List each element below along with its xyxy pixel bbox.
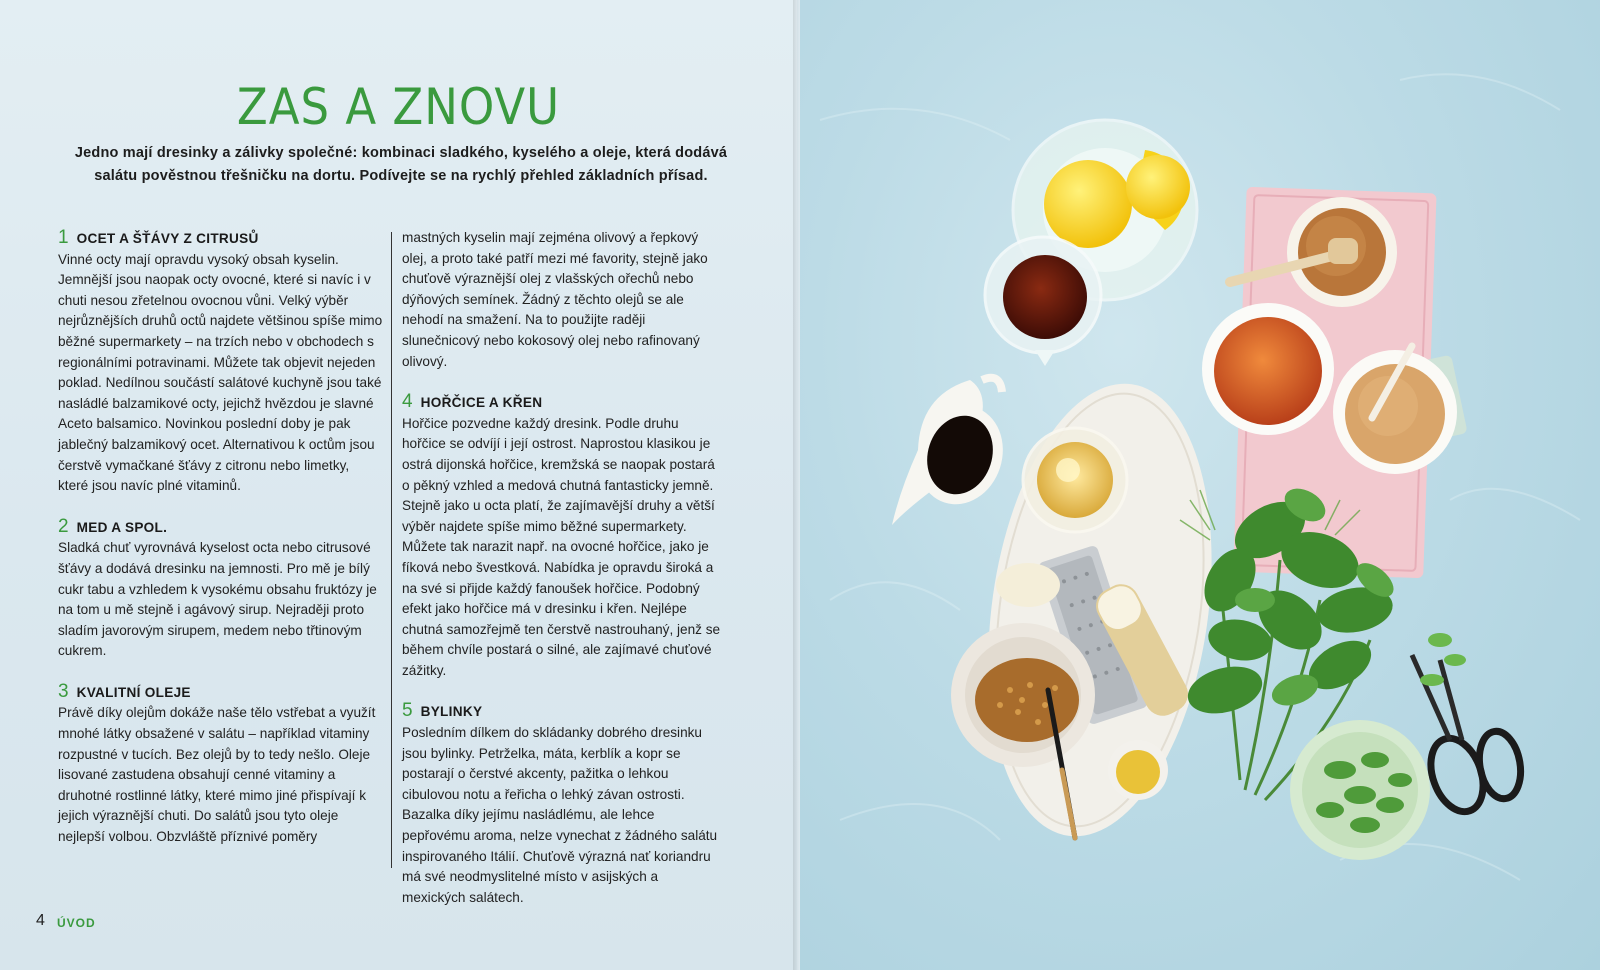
section-3	[58, 682, 383, 848]
page-title: ZAS A ZNOVU	[236, 78, 561, 136]
section-text: Vinné octy mají opravdu vysoký obsah kyselin. Jemnější jsou naopak octy ovocné, které si navíc i v chuti nesou zřetelnou ovocnou vůni. Velký výběr nejrůznějších druhů octů najdete většinou spíše mimo běžné supermarkety – na trzích nebo v obchodech s regionálními potravinami. Můžete tak objevit nejeden poklad. Nedílnou součástí salátové kuchyně jsou také nasládlé balzamikové octy, jejichž hvězdou je slavné Aceto balsamico. Novinkou poslední doby je pak jablečný balzamikový ocet. Alternativou k octům jsou čerstvě vymačkané šťávy z citronu nebo limetky, které jsou navíc plné vitaminů.	[58, 251, 383, 494]
column-divider	[391, 232, 392, 868]
section-5	[402, 701, 725, 908]
text-column-right	[402, 228, 725, 908]
section-text: Hořčice pozvedne každý dresink. Podle druhu hořčice se odvíjí i její ostrost. Naprostou klasikou je ostrá dijonská hořčice, kremžská se naopak postará o pěkný vzhled a medová chutná fantasticky jemně. Stejně jako u octa platí, že zajímavější druhy a větší výběr najdete spíše mimo běžné supermarkety. Můžete tak narazit např. na ovocné hořčice, jako je fíková nebo švestková. Nabídka je opravdu široká a na své si přijde každý fanoušek hořčice. Podobný efekt jako hořčice má v dresinku i křen. Nejlépe chutná samozřejmě ten čerstvě nastrouhaný, jenž se během chvíle postará o silné, ale zajímavé chuťové zážitky.	[402, 415, 721, 678]
section-1	[58, 228, 383, 497]
section-heading: BYLINKY	[420, 704, 483, 720]
section-text: Právě díky olejům dokáže naše tělo vstřebat a využít mnohé látky obsažené v salátu – například vitaminy rozpustné v tucích. Bez olejů by to tedy nešlo. Oleje lisované zastudena obsahují cenné vitaminy a druhotné rostlinné látky, které mimo jiné přispívají k jejich výraznější chuti. Do salátů jsou tyto oleje nejlepší volbou. Obzvláště příznivé poměry	[58, 705, 376, 845]
maple-syrup-bowl-icon	[1202, 303, 1334, 435]
oil-glass-icon	[1023, 428, 1127, 532]
section-heading: OCET A ŠŤÁVY Z CITRUSŮ	[76, 231, 259, 246]
section-heading: MED A SPOL.	[76, 519, 168, 535]
vinegar-jug-icon	[985, 237, 1101, 366]
balsamic-pitcher-icon	[892, 378, 1015, 525]
section-number: 4	[402, 391, 413, 413]
section-text: Sladká chuť vyrovnává kyselost octa nebo citrusové šťávy a dodává dresinku na jemnosti. Pro mě je bílý cukr tabu a vzhledem k vysokému obsahu fruktózy je na tom u mě stejně i agávový sirup. Nejraději proto sladím javorovým sirupem, medem nebo třtinovým cukrem.	[58, 540, 377, 659]
running-footer: ÚVOD	[57, 916, 96, 930]
small-mustard-dish-icon	[1108, 740, 1168, 800]
section-number: 2	[58, 515, 69, 537]
section-number: 1	[58, 227, 69, 248]
section-number: 3	[58, 680, 69, 702]
section-number: 5	[402, 700, 413, 722]
section-heading: KVALITNÍ OLEJE	[76, 684, 191, 700]
right-page-photo	[800, 0, 1600, 970]
section-4	[402, 392, 725, 681]
intro-paragraph: Jedno mají dresinky a zálivky společné: kombinaci sladkého, kyselého a oleje, která dodává salátu pověstnou třešničku na dortu. Podívejte se na rychlý přehled základních přísad.	[74, 145, 728, 184]
ingredients-photo	[800, 0, 1600, 970]
section-heading: HOŘČICE A KŘEN	[420, 395, 543, 411]
section-text: Posledním dílkem do skládanky dobrého dresinku jsou bylinky. Petrželka, máta, kerblík a kopr se postarají o čerstvé akcenty, pažitka o lehkou cibulovou notu a řeřicha o lehký závan ostrosti. Bazalka díky jejímu nasládlému, ale lehce pepřovému aroma, nelze vynechat z žádného salátu inspirovaného Itálií. Chuťově výrazná nať koriandru má své neodmyslitelné místo v asijských a mexických salátech.	[402, 725, 718, 905]
left-page	[0, 0, 797, 970]
continuation-text: mastných kyselin mají zejména olivový a řepkový olej, a proto také patří mezi mé favority, stejně jako chuťově výraznější olej z vlašských ořechů nebo dýňových semínek. Žádný z těchto olejů se ale nehodí na smažení. Na to použijte raději slunečnicový nebo kokosový olej nebo rafinovaný olivový.	[402, 230, 708, 369]
section-2	[58, 517, 383, 662]
page-number: 4	[36, 912, 45, 929]
text-column-left	[58, 228, 383, 848]
